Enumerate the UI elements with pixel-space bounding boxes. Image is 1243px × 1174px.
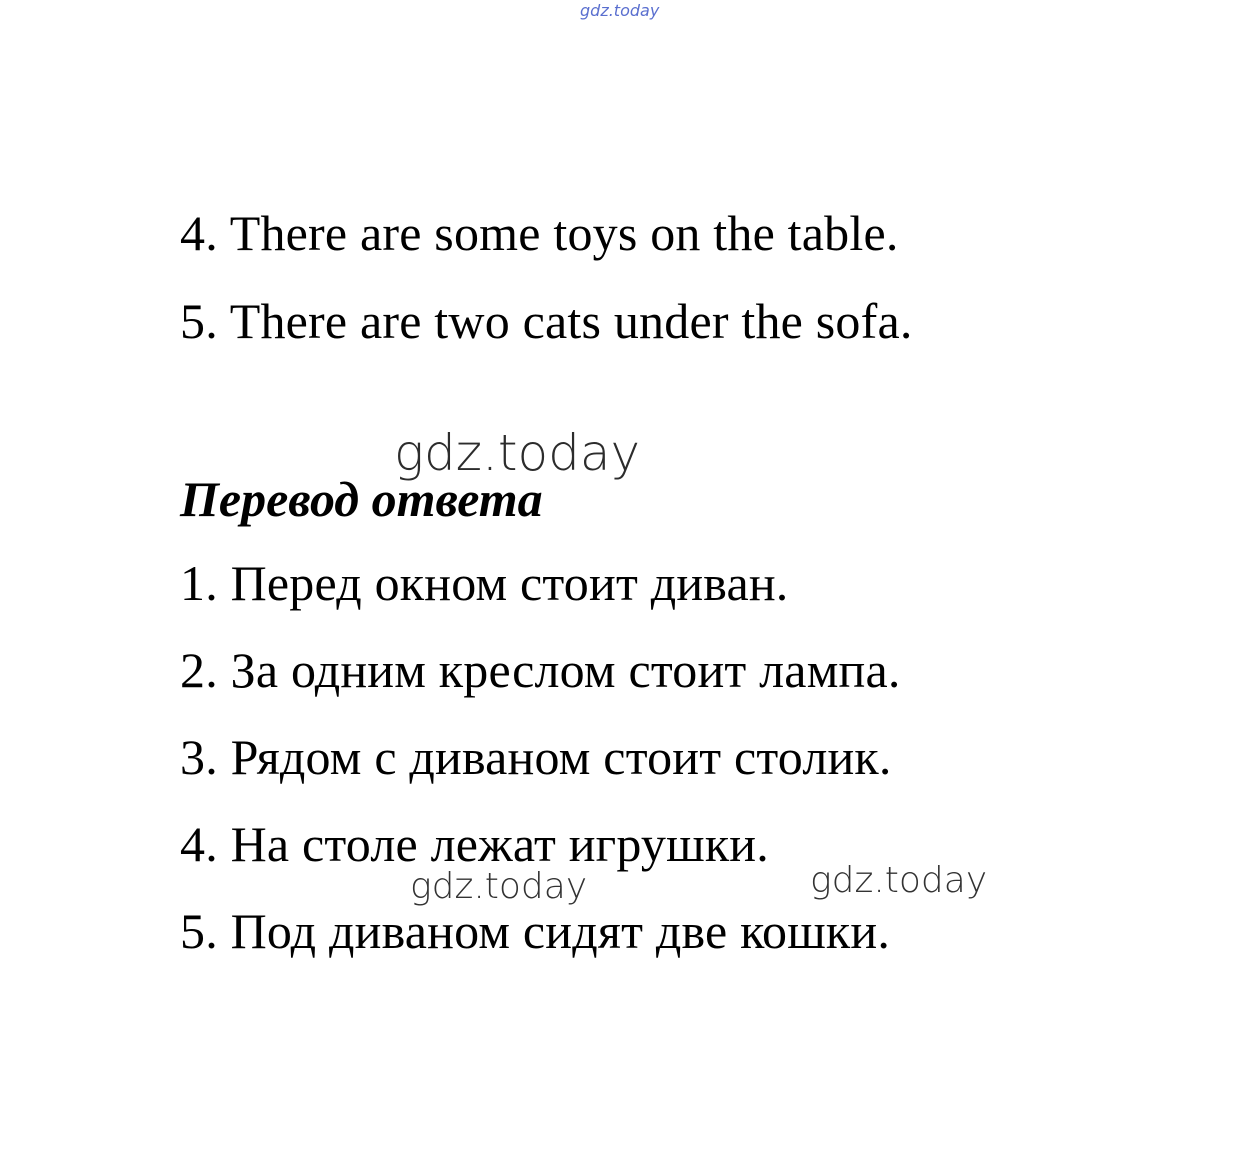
english-answer-4: 4. There are some toys on the table. (180, 205, 899, 261)
english-answer-5: 5. There are two cats under the sofa. (180, 293, 913, 349)
translation-line-3: 3. Рядом с диваном стоит столик. (180, 729, 892, 785)
translation-heading: Перевод ответа (180, 471, 543, 527)
watermark-middle-left: gdz.today (410, 866, 588, 907)
watermark-top: gdz.today (580, 1, 660, 20)
watermark-heading: gdz.today (394, 424, 641, 482)
translation-line-1: 1. Перед окном стоит диван. (180, 555, 789, 611)
translation-line-5: 5. Под диваном сидят две кошки. (180, 903, 891, 959)
translation-line-4: 4. На столе лежат игрушки. (180, 816, 769, 872)
watermark-middle-right: gdz.today (810, 860, 988, 901)
translation-line-2: 2. За одним креслом стоит лампа. (180, 642, 901, 698)
